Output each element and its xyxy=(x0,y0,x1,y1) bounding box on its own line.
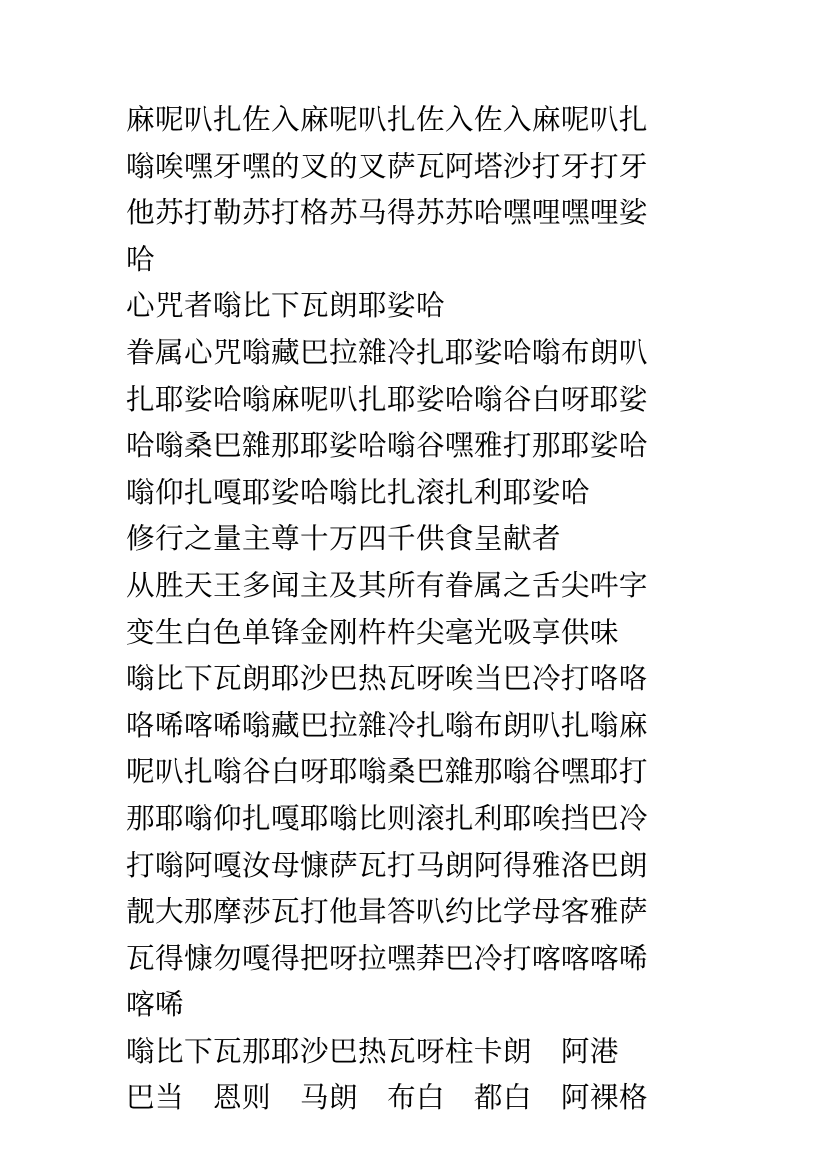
text-line: 心咒者嗡比下瓦朗耶娑哈 xyxy=(126,288,445,323)
text-line: 哈 xyxy=(126,241,155,276)
text-line: 扎耶娑哈嗡麻呢叭扎耶娑哈嗡谷白呀耶娑 xyxy=(126,381,648,416)
text-line: 哈嗡桑巴雜那耶娑哈嗡谷嘿雅打那耶娑哈 xyxy=(126,428,648,463)
text-line: 从胜天王多闻主及其所有眷属之舌尖吽字 xyxy=(126,567,648,602)
text-line: 他苏打勒苏打格苏马得苏苏哈嘿哩嘿哩娑 xyxy=(126,195,648,230)
text-line: 眷属心咒嗡藏巴拉雜冷扎耶娑哈嗡布朗叭 xyxy=(126,334,648,369)
mantra-text-block xyxy=(126,96,706,1121)
text-line: 巴当 恩则 马朗 布白 都白 阿裸格 xyxy=(126,1080,648,1115)
text-line: 嗡比下瓦那耶沙巴热瓦呀柱卡朗 阿港 xyxy=(126,1033,619,1068)
text-line: 修行之量主尊十万四千供食呈献者 xyxy=(126,521,561,556)
text-line: 那耶嗡仰扎嘎耶嗡比则滚扎利耶唉挡巴冷 xyxy=(126,800,648,835)
text-line: 呢叭扎嗡谷白呀耶嗡桑巴雜那嗡谷嘿耶打 xyxy=(126,754,648,789)
text-line: 嗡唉嘿牙嘿的叉的叉萨瓦阿塔沙打牙打牙 xyxy=(126,148,648,183)
text-line: 嗡仰扎嘎耶娑哈嗡比扎滚扎利耶娑哈 xyxy=(126,474,590,509)
text-line: 嗡比下瓦朗耶沙巴热瓦呀唉当巴冷打咯咯 xyxy=(126,661,648,696)
text-line: 喀唏 xyxy=(126,987,184,1022)
text-line: 打嗡阿嘎汝母慷萨瓦打马朗阿得雅洛巴朗 xyxy=(126,847,648,882)
text-line: 咯唏喀唏嗡藏巴拉雜冷扎嗡布朗叭扎嗡麻 xyxy=(126,707,648,742)
text-line: 变生白色单锋金刚杵杵尖毫光吸享供味 xyxy=(126,614,619,649)
text-line: 靓大那摩莎瓦打他咠答叭约比学母客雅萨 xyxy=(126,894,648,929)
text-line: 瓦得慷勿嘎得把呀拉嘿莽巴冷打喀喀喀唏 xyxy=(126,940,648,975)
text-line: 麻呢叭扎佐入麻呢叭扎佐入佐入麻呢叭扎 xyxy=(126,102,648,136)
